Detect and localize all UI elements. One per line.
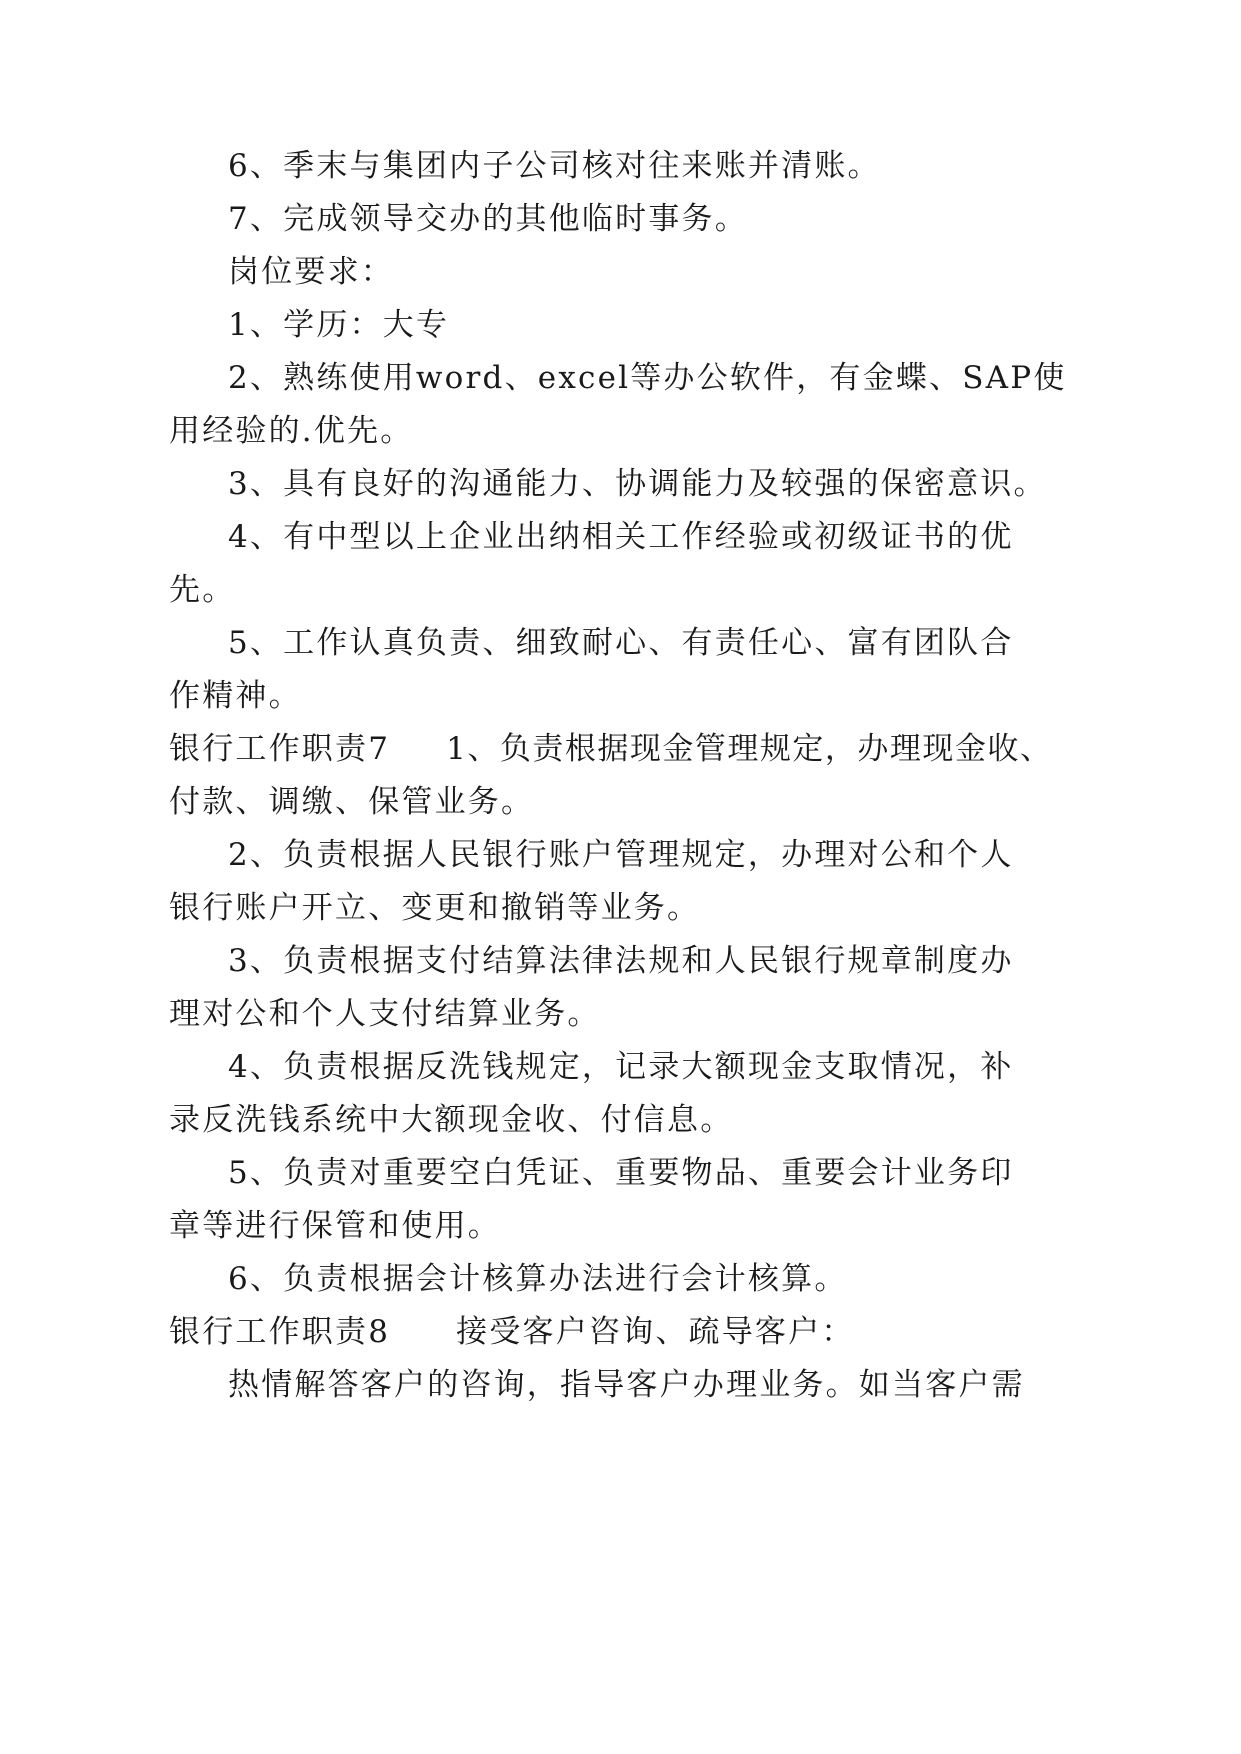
- job-duty-heading-7: [169, 729, 1241, 769]
- paragraph-line: 4、负责根据反洗钱规定，记录大额现金支取情况，补: [228, 1049, 1014, 1085]
- paragraph-line: 2、熟练使用word、excel等办公软件，有金蝶、SAP使: [228, 360, 1067, 396]
- section-heading: 岗位要求：: [228, 254, 394, 290]
- paragraph-line: 录反洗钱系统中大额现金收、付信息。: [169, 1102, 734, 1138]
- paragraph-line: 1、负责根据现金管理规定，办理现金收、: [446, 731, 1053, 767]
- paragraph-line: 理对公和个人支付结算业务。: [169, 996, 601, 1032]
- paragraph-line: 热情解答客户的咨询，指导客户办理业务。如当客户需: [228, 1367, 1025, 1403]
- paragraph-line: 5、工作认真负责、细致耐心、有责任心、富有团队合: [228, 625, 1014, 661]
- paragraph-line: 1、学历：大专: [228, 307, 450, 343]
- paragraph-line: 作精神。: [169, 678, 302, 714]
- section-title: 银行工作职责8: [169, 1314, 391, 1350]
- paragraph-line: 接受客户咨询、疏导客户：: [456, 1314, 855, 1350]
- job-duty-heading-8: [169, 1312, 1241, 1352]
- paragraph-line: 付款、调缴、保管业务。: [169, 784, 535, 820]
- paragraph-line: 3、负责根据支付结算法律法规和人民银行规章制度办: [228, 943, 1014, 979]
- paragraph-line: 章等进行保管和使用。: [169, 1208, 501, 1244]
- paragraph-line: 4、有中型以上企业出纳相关工作经验或初级证书的优: [228, 519, 1014, 555]
- section-title: 银行工作职责7: [169, 731, 391, 767]
- paragraph-line: 7、完成领导交办的其他临时事务。: [228, 201, 748, 237]
- paragraph-line: 6、负责根据会计核算办法进行会计核算。: [228, 1261, 848, 1297]
- paragraph-line: 5、负责对重要空白凭证、重要物品、重要会计业务印: [228, 1155, 1014, 1191]
- paragraph-line: 6、季末与集团内子公司核对往来账并清账。: [228, 148, 881, 184]
- paragraph-line: 先。: [169, 572, 236, 608]
- paragraph-line: 用经验的.优先。: [169, 413, 414, 449]
- paragraph-line: 3、具有良好的沟通能力、协调能力及较强的保密意识。: [228, 466, 1047, 502]
- paragraph-line: 银行账户开立、变更和撤销等业务。: [169, 890, 701, 926]
- paragraph-line: 2、负责根据人民银行账户管理规定，办理对公和个人: [228, 837, 1014, 873]
